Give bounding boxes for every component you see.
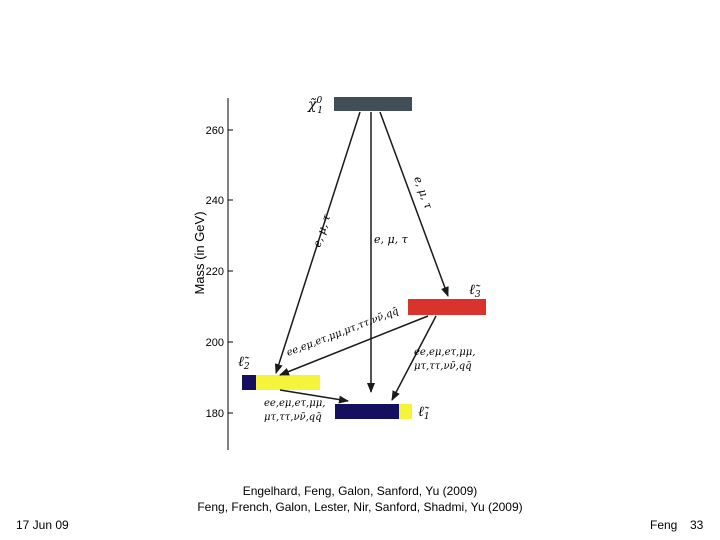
decay-label-left: e, μ, τ [310,212,334,249]
decay-label-center: e, μ, τ [374,233,408,246]
decay-label-right: e, μ, τ [411,174,435,211]
neutralino-label: χ̃$^0$ 1 [308,96,323,116]
slepton3-label: $\ell̃_3$ [469,282,481,300]
citation-line-1: Engelhard, Feng, Galon, Sanford, Yu (2009) [242,484,478,498]
arrow-chi-to-l3 [380,112,448,296]
slepton1-label: $\ell̃_1$ [418,404,430,422]
arrow-l3-to-l1 [392,316,436,400]
decay-label-l2-l1-line1: ee,eμ,eτ,μμ, [264,398,326,409]
y-tick-label: 240 [205,195,224,207]
y-tick-label: 260 [205,125,224,137]
decay-label-l3-l1-line1: ee,eμ,eτ,μμ, [414,347,476,358]
slepton2-label: $\ell̃_2$ [238,354,250,372]
decay-label-l2-l1-line2: μτ,ττ,νν̄,qq̄ [264,412,322,423]
decay-label-l3-l2: ee,eμ,eτ,μμ,μτ,ττ,νν̄,qq̄ [285,305,401,359]
y-axis-ticks [228,130,233,413]
decay-label-l3-l1-line2: μτ,ττ,νν̄,qq̄ [414,361,472,372]
slepton3-bar [408,299,486,315]
slepton2-bar [242,375,320,390]
footer-date: 17 Jun 09 [16,518,69,532]
page-number: 33 [690,518,704,532]
y-tick-label: 200 [205,337,224,349]
y-tick-label: 220 [205,266,224,278]
citation-line-2: Feng, French, Galon, Lester, Nir, Sanford, Shadmi, Yu (2009) [197,500,523,514]
y-axis-label: Mass (in GeV) [192,211,207,295]
slepton1-bar [335,404,412,419]
mass-spectrum-diagram [188,88,494,456]
y-tick-label: 180 [205,408,224,420]
footer-author: Feng [650,518,678,532]
neutralino-bar [334,97,412,111]
